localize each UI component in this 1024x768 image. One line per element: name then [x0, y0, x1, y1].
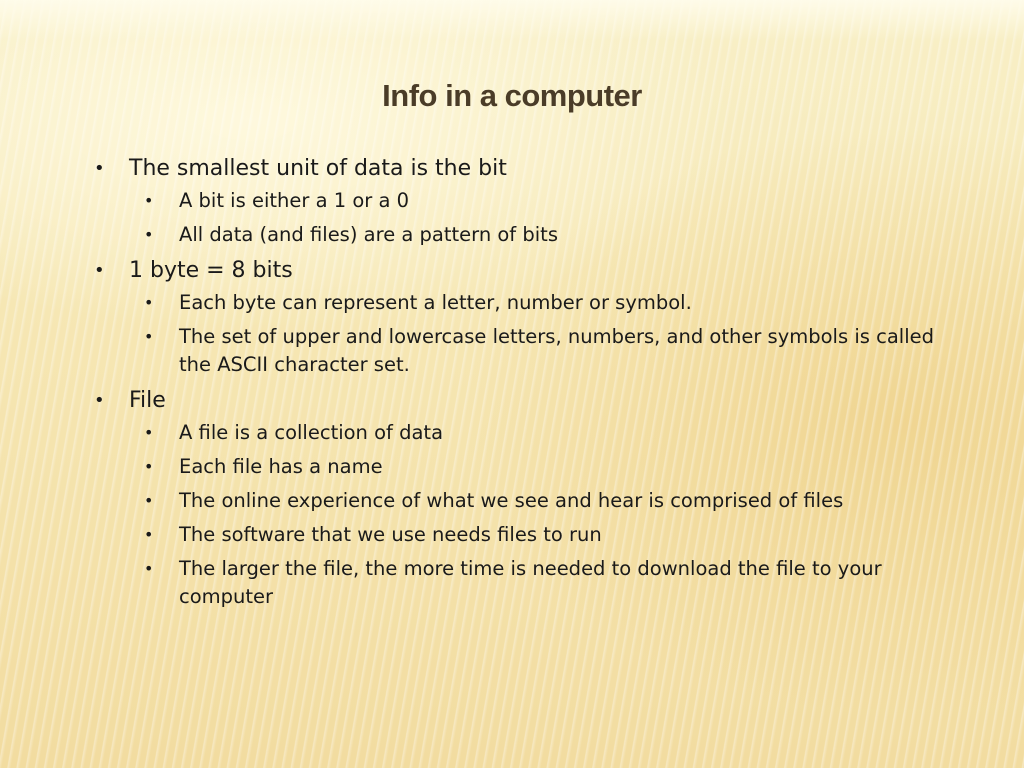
- sub-bullet-item: [129, 453, 952, 481]
- bullet-dot-icon: •: [144, 293, 154, 312]
- bullet-dot-icon: •: [94, 260, 105, 281]
- bullet-text: File: [129, 388, 166, 413]
- bullet-list: [92, 150, 952, 617]
- sub-bullet-item: [129, 289, 952, 317]
- bullet-dot-icon: •: [94, 158, 105, 179]
- sub-bullet-text: Each byte can represent a letter, number or symbol.: [179, 291, 692, 314]
- slide-title: Info in a computer: [382, 78, 642, 113]
- sub-bullet-list: [129, 187, 952, 249]
- bullet-item: [92, 153, 952, 249]
- sub-bullet-text: The software that we use needs files to run: [179, 523, 602, 546]
- bullet-dot-icon: •: [144, 225, 154, 244]
- sub-bullet-text: All data (and files) are a pattern of bits: [179, 223, 558, 246]
- sub-bullet-item: [129, 221, 952, 249]
- sub-bullet-text: The online experience of what we see and hear is comprised of files: [179, 489, 844, 512]
- bullet-dot-icon: •: [144, 327, 154, 346]
- sub-bullet-item: [129, 521, 952, 549]
- sub-bullet-text: The set of upper and lowercase letters, numbers, and other symbols is called the ASCII character set.: [179, 325, 934, 376]
- sub-bullet-item: [129, 555, 952, 611]
- sub-bullet-text: A file is a collection of data: [179, 421, 444, 444]
- sub-bullet-list: [129, 419, 952, 611]
- bullet-text: 1 byte = 8 bits: [129, 258, 293, 283]
- sub-bullet-item: [129, 187, 952, 215]
- bullet-dot-icon: •: [144, 559, 154, 578]
- bullet-item: [92, 385, 952, 611]
- sub-bullet-list: [129, 289, 952, 379]
- sub-bullet-item: [129, 419, 952, 447]
- sub-bullet-item: [129, 487, 952, 515]
- bullet-dot-icon: •: [144, 423, 154, 442]
- bullet-text: The smallest unit of data is the bit: [129, 156, 507, 181]
- sub-bullet-text: The larger the file, the more time is needed to download the file to your computer: [179, 557, 882, 608]
- bullet-dot-icon: •: [144, 491, 154, 510]
- bullet-dot-icon: •: [144, 191, 154, 210]
- bullet-dot-icon: •: [94, 390, 105, 411]
- bullet-dot-icon: •: [144, 525, 154, 544]
- sub-bullet-item: [129, 323, 952, 379]
- sub-bullet-text: Each file has a name: [179, 455, 383, 478]
- bullet-dot-icon: •: [144, 457, 154, 476]
- sub-bullet-text: A bit is either a 1 or a 0: [179, 189, 410, 212]
- bullet-item: [92, 255, 952, 379]
